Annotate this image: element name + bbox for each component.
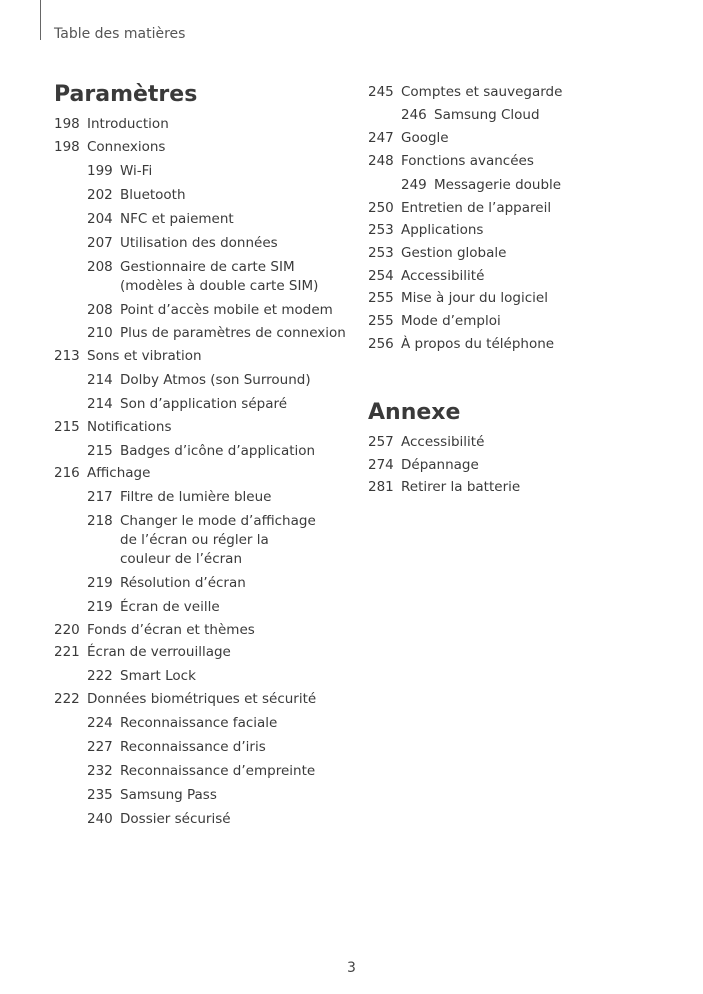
toc-subentry[interactable]: 202 Bluetooth — [87, 187, 186, 203]
section-title-parametres: Paramètres — [54, 82, 198, 107]
toc-subentry[interactable]: 224 Reconnaissance faciale — [87, 715, 278, 731]
toc-entry[interactable]: 220 Fonds d’écran et thèmes — [54, 622, 255, 638]
toc-subentry[interactable]: 210 Plus de paramètres de connexion — [87, 325, 346, 341]
toc-entry[interactable]: 216 Affichage — [54, 465, 151, 481]
toc-subentry[interactable]: 214 Son d’application séparé — [87, 396, 288, 412]
toc-subentry[interactable]: 204 NFC et paiement — [87, 211, 234, 227]
toc-subentry[interactable]: 199 Wi-Fi — [87, 163, 153, 179]
toc-entry[interactable]: 281 Retirer la batterie — [368, 479, 521, 495]
header-title: Table des matières — [54, 26, 186, 42]
toc-subentry[interactable]: 240 Dossier sécurisé — [87, 811, 231, 827]
toc-subentry[interactable]: 214 Dolby Atmos (son Surround) — [87, 372, 311, 388]
header-rule — [40, 0, 41, 40]
toc-entry[interactable]: 198 Connexions — [54, 139, 166, 155]
page-number: 3 — [347, 960, 356, 976]
toc-subentry[interactable]: 219 Résolution d’écran — [87, 575, 246, 591]
toc-entry[interactable]: 255 Mise à jour du logiciel — [368, 290, 548, 306]
toc-subentry[interactable]: 232 Reconnaissance d’empreinte — [87, 763, 316, 779]
toc-entry[interactable]: 245 Comptes et sauvegarde — [368, 84, 563, 100]
toc-subentry[interactable]: 215 Badges d’icône d’application — [87, 443, 316, 459]
toc-entry[interactable]: 254 Accessibilité — [368, 268, 485, 284]
toc-subentry[interactable]: 207 Utilisation des données — [87, 235, 278, 251]
toc-entry[interactable]: 257 Accessibilité — [368, 434, 485, 450]
toc-subentry[interactable]: 222 Smart Lock — [87, 668, 196, 684]
toc-entry[interactable]: 215 Notifications — [54, 419, 172, 435]
toc-entry[interactable]: 222 Données biométriques et sécurité — [54, 691, 317, 707]
toc-subentry[interactable]: 217 Filtre de lumière bleue — [87, 489, 272, 505]
toc-entry[interactable]: 221 Écran de verrouillage — [54, 644, 231, 660]
toc-entry[interactable]: 213 Sons et vibration — [54, 348, 202, 364]
toc-entry[interactable]: 274 Dépannage — [368, 457, 479, 473]
toc-subentry[interactable]: 246 Samsung Cloud — [401, 107, 540, 123]
toc-subentry[interactable]: 208 Point d’accès mobile et modem — [87, 302, 333, 318]
toc-subentry[interactable]: 208 Gestionnaire de carte SIM (modèles à double carte SIM) — [87, 259, 319, 294]
section-title-annexe: Annexe — [368, 400, 461, 425]
toc-entry[interactable]: 198 Introduction — [54, 116, 169, 132]
toc-entry[interactable]: 248 Fonctions avancées — [368, 153, 534, 169]
toc-subentry[interactable]: 249 Messagerie double — [401, 177, 562, 193]
toc-subentry[interactable]: 227 Reconnaissance d’iris — [87, 739, 266, 755]
toc-entry[interactable]: 253 Applications — [368, 222, 484, 238]
toc-entry[interactable]: 255 Mode d’emploi — [368, 313, 501, 329]
toc-subentry[interactable]: 218 Changer le mode d’affichage de l’écran ou régler la couleur de l’écran — [87, 513, 316, 567]
toc-entry[interactable]: 253 Gestion globale — [368, 245, 507, 261]
toc-subentry[interactable]: 219 Écran de veille — [87, 599, 220, 615]
toc-subentry[interactable]: 235 Samsung Pass — [87, 787, 217, 803]
toc-entry[interactable]: 250 Entretien de l’appareil — [368, 200, 552, 216]
toc-entry[interactable]: 256 À propos du téléphone — [368, 336, 555, 352]
toc-entry[interactable]: 247 Google — [368, 130, 449, 146]
